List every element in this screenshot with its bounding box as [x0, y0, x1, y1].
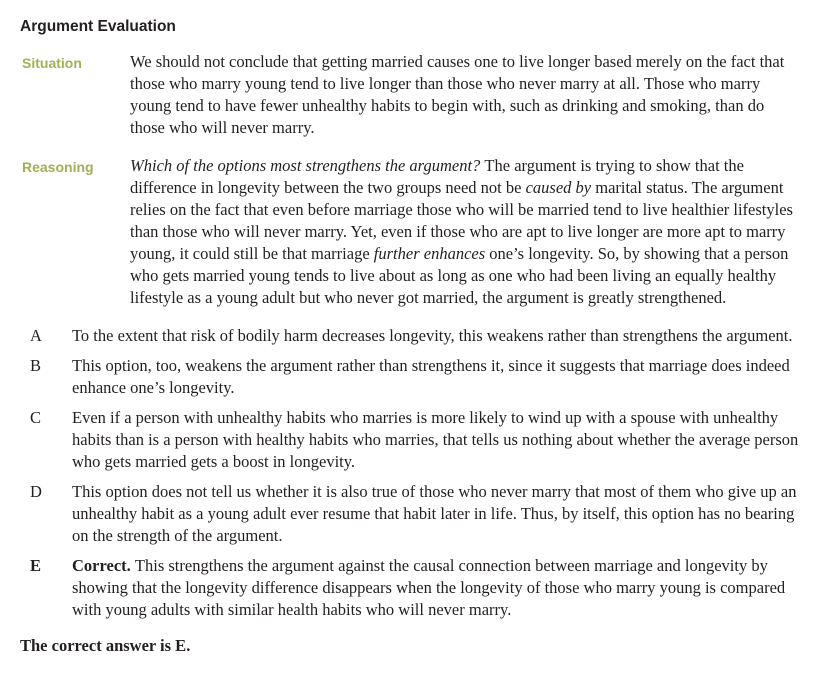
situation-text: We should not conclude that getting married causes one to live longer based merely on the fact that those who marry young tend to live longer than those who never marry at all. Those who marry young tend to have fewer unhealthy habits to begin with, such as drinking and smoking, than do those who will never marry. [130, 52, 785, 137]
reasoning-label: Reasoning [22, 159, 94, 175]
option-b-letter: B [30, 356, 42, 375]
reasoning-text: Which of the options most strengthens the argument? The argument is trying to show that the difference in longevity between the two groups need not be caused by marital status. The argument relies on the fact that even before marriage those who will be married tend to live healthier lifestyles than those who will never marry. Yet, even if those who are apt to live longer are more apt to marry young, it could still be that marriage further enhances one’s longevity. So, by showing that a person who gets married young tends to live about as long as one who had been living an equally healthy lifestyle as a young adult but who never got married, the argument is greatly strengthened. [130, 156, 793, 307]
option-a-letter: A [30, 326, 42, 345]
option-e-letter: E [30, 556, 42, 575]
option-a-row [30, 325, 804, 347]
correct-answer-statement: The correct answer is E. [20, 636, 191, 655]
situation-label: Situation [22, 55, 82, 71]
option-c-explanation: Even if a person with unhealthy habits who marries is more likely to wind up with a spouse with unhealthy habits than is a person with healthy habits who marries, that tells us nothing about whether the average person who gets married gets a boost in longevity. [72, 408, 799, 471]
reasoning-section [22, 155, 804, 309]
situation-section [22, 51, 804, 139]
option-e-explanation: Correct. This strengthens the argument against the causal connection between marriage and longevity by showing that the longevity difference disappears when the longevity of those who marry young is compared with young adults with similar health habits who will never marry. [72, 556, 786, 619]
option-e-row [30, 555, 804, 621]
option-b-explanation: This option, too, weakens the argument rather than strengthens it, since it suggests that marriage does indeed enhance one’s longevity. [72, 356, 790, 397]
option-d-explanation: This option does not tell us whether it is also true of those who never marry that most of them who give up an unhealthy habit as a young adult ever resume that habit later in life. Thus, by itself, this option has no bearing on the strength of the argument. [72, 482, 797, 545]
option-d-row [30, 481, 804, 547]
option-c-row [30, 407, 804, 473]
page-title: Argument Evaluation [20, 18, 176, 35]
option-b-row [30, 355, 804, 399]
option-c-letter: C [30, 408, 42, 427]
option-a-explanation: To the extent that risk of bodily harm decreases longevity, this weakens rather than strengthens the argument. [72, 326, 793, 345]
option-d-letter: D [30, 482, 42, 501]
answer-options-list [20, 325, 804, 621]
